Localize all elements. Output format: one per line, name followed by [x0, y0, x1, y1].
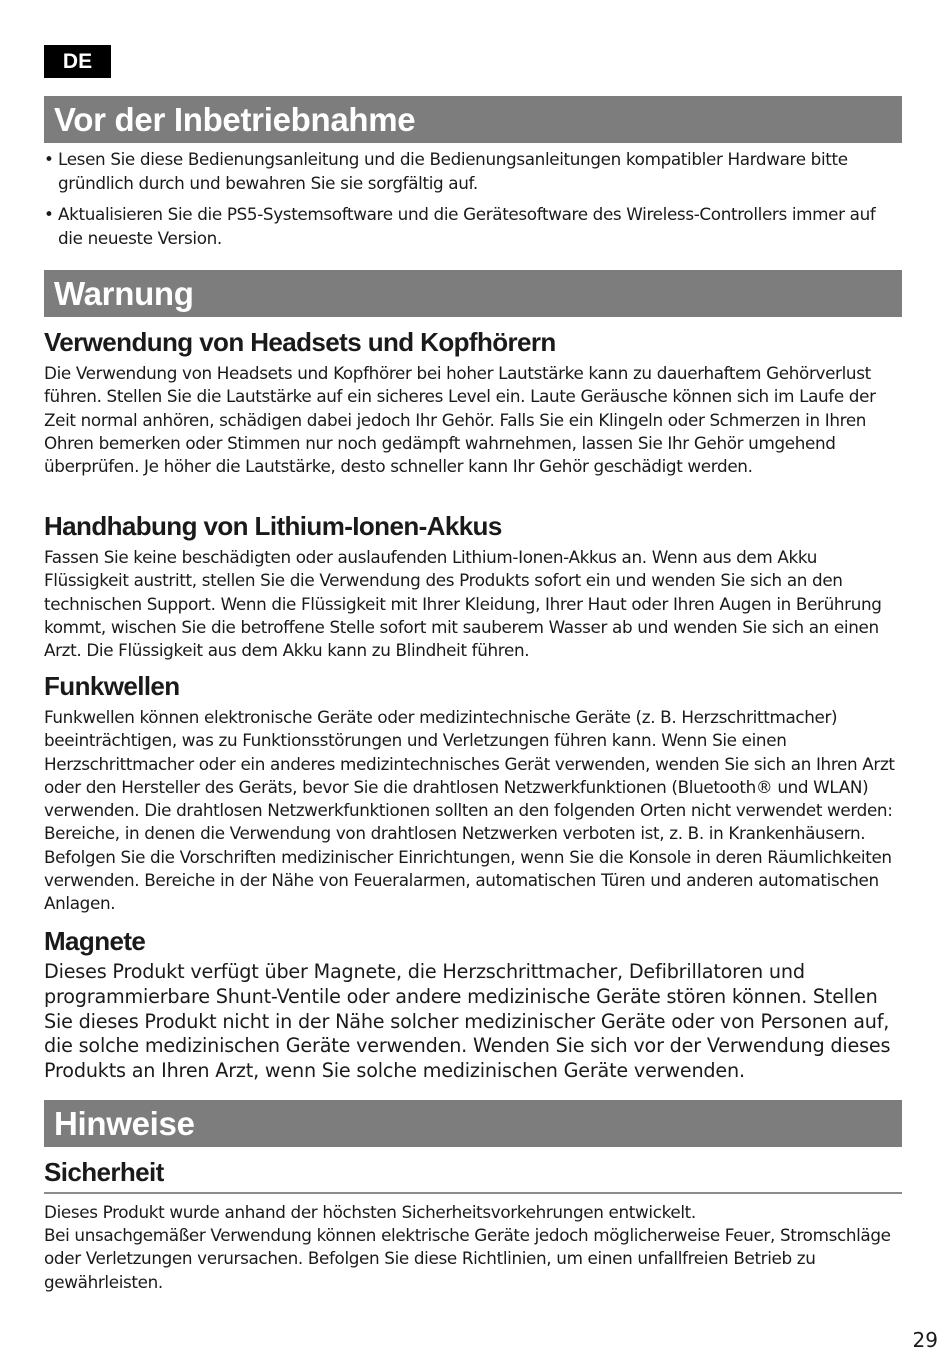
- text-safety-line1: Dieses Produkt wurde anhand der höchsten Sicherheitsvorkehrungen entwickelt.: [44, 1202, 696, 1222]
- text-magnets: Dieses Produkt verfügt über Magnete, die Herzschrittmacher, Defibrillatoren und programmierbare Shunt-Ventile oder andere medizinische Geräte stören können. Stellen Sie dieses Produkt nicht in der Nähe solcher medizinischer Geräte oder von Personen auf, die solche medizinischen Geräte verwenden. Wenden Sie sich vor der Verwendung dieses Produkts an Ihren Arzt, wenn Sie solche medizinischen Geräte verwenden.: [44, 960, 891, 1083]
- before-use-list: [44, 148, 902, 258]
- text-headsets: Die Verwendung von Headsets und Kopfhörer bei hoher Lautstärke kann zu dauerhaftem Gehörverlust führen. Stellen Sie die Lautstärke auf ein sicheres Level ein. Laute Geräusche können sich im Laufe der Zeit normal anhören, schädigen dabei jedoch Ihr Gehör. Falls Sie ein Klingeln oder Schmerzen in Ihren Ohren bemerken oder Stimmen nur noch gedämpft wahrnehmen, lassen Sie Ihr Gehör umgehend überprüfen. Je höher die Lautstärke, desto schneller kann Ihr Gehör geschädigt werden.: [44, 363, 876, 477]
- list-item: • Aktualisieren Sie die PS5-Systemsoftware und die Gerätesoftware des Wireless-Controllers immer auf die neueste Version.: [44, 203, 902, 250]
- text-battery: Fassen Sie keine beschädigten oder auslaufenden Lithium-Ionen-Akkus an. Wenn aus dem Akku Flüssigkeit austritt, stellen Sie die Verwendung des Produkts sofort ein und wenden Sie sich an den technischen Support. Wenn die Flüssigkeit mit Ihrer Kleidung, Ihrer Haut oder Ihren Augen in Berührung kommt, wischen Sie die betroffene Stelle sofort mit sauberem Wasser ab und wenden Sie sich an einen Arzt. Die Flüssigkeit aus dem Akku kann zu Blindheit führen.: [44, 547, 882, 661]
- heading-battery: Handhabung von Lithium-Ionen-Akkus: [44, 511, 502, 541]
- heading-headsets: Verwendung von Headsets und Kopfhörern: [44, 327, 556, 357]
- divider: [44, 1192, 902, 1194]
- heading-safety: Sicherheit: [44, 1157, 164, 1187]
- section-title-before-use: Vor der Inbetriebnahme: [44, 96, 902, 143]
- list-item: • Lesen Sie diese Bedienungsanleitung und die Bedienungsanleitungen kompatibler Hardware bitte gründlich durch und bewahren Sie sie sorgfältig auf.: [44, 148, 902, 195]
- heading-magnets: Magnete: [44, 926, 146, 956]
- language-badge: DE: [44, 45, 111, 78]
- page-number: 29: [912, 1328, 938, 1352]
- heading-radio: Funkwellen: [44, 671, 180, 701]
- section-title-warning: Warnung: [44, 270, 902, 317]
- text-safety-line2: Bei unsachgemäßer Verwendung können elektrische Geräte jedoch möglicherweise Feuer, Stromschläge oder Verletzungen verursachen. Befolgen Sie diese Richtlinien, um einen unfallfreien Betrieb zu gewährleisten.: [44, 1225, 891, 1292]
- section-title-notes: Hinweise: [44, 1100, 902, 1147]
- text-radio: Funkwellen können elektronische Geräte oder medizintechnische Geräte (z. B. Herzschrittmacher) beeinträchtigen, was zu Funktionsstörungen und Verletzungen führen kann. Wenn Sie einen Herzschrittmacher oder ein anderes medizintechnisches Gerät verwenden, wenden Sie sich an Ihren Arzt oder den Hersteller des Geräts, bevor Sie die drahtlosen Netzwerkfunktionen (Bluetooth® und WLAN) verwenden. Die drahtlosen Netzwerkfunktionen sollten an den folgenden Orten nicht verwendet werden: Bereiche, in denen die Verwendung von drahtlosen Netzwerken verboten ist, z. B. in Krankenhäusern. Befolgen Sie die Vorschriften medizinischer Einrichtungen, wenn Sie die Konsole in deren Räumlichkeiten verwenden. Bereiche in der Nähe von Feueralarmen, automatischen Türen und anderen automatischen Anlagen.: [44, 707, 895, 914]
